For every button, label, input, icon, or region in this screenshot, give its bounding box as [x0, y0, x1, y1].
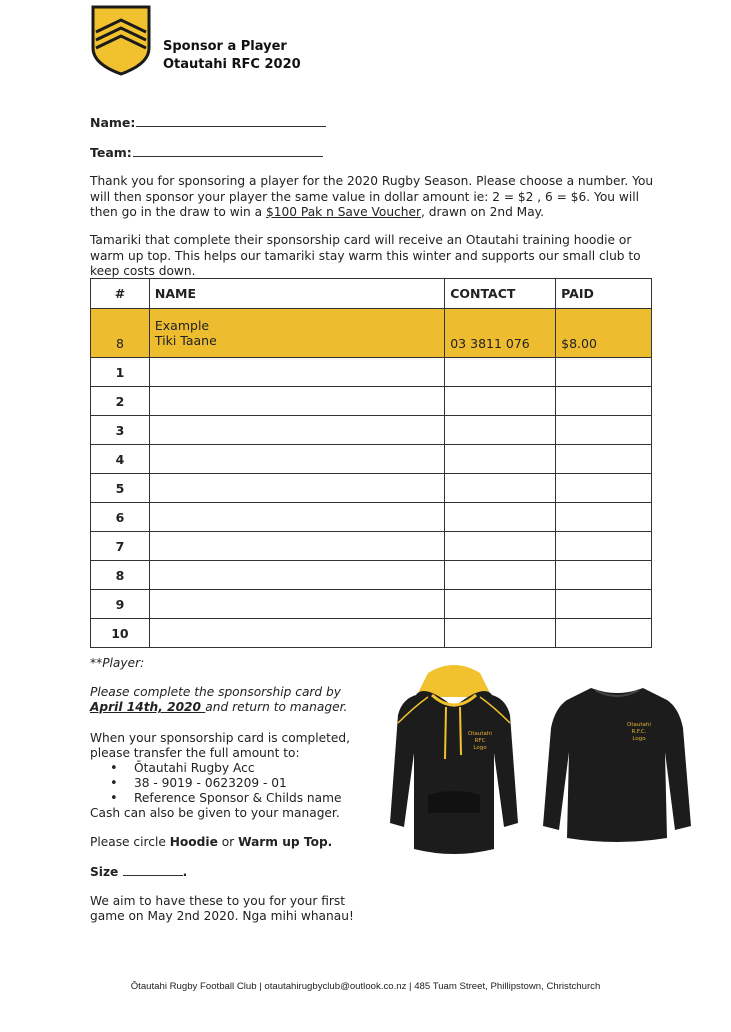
circle-instruction [90, 835, 332, 850]
contact-cell[interactable] [445, 561, 556, 590]
table-header-row [91, 279, 652, 309]
instr-line-1: Please complete the sponsorship card by [90, 685, 341, 699]
row-number: 6 [91, 503, 150, 532]
contact-cell[interactable] [445, 590, 556, 619]
warmup-option[interactable]: Warm up Top. [238, 835, 333, 849]
intro-text-end: , drawn on 2nd May. [421, 205, 545, 219]
paid-cell[interactable] [556, 416, 652, 445]
warmup-top-image [543, 682, 691, 842]
row-number: 5 [91, 474, 150, 503]
player-label: **Player: [90, 656, 145, 670]
due-date: April 14th, 2020 [90, 700, 206, 714]
header-number: # [91, 279, 150, 309]
transfer-line-2: please transfer the full amount to: [90, 746, 300, 760]
contact-cell[interactable] [445, 445, 556, 474]
page-footer: Ōtautahi Rugby Football Club | otautahirugbyclub@outlook.co.nz | 485 Tuam Street, Phillipstown, Christchurch [130, 981, 601, 992]
warmup-logo-line-3: Logo [632, 736, 646, 742]
size-end: . [182, 865, 188, 879]
example-row [91, 309, 652, 358]
delivery-note [90, 894, 354, 924]
intro-paragraph-2: Tamariki that complete their sponsorship card will receive an Otautahi training hoodie or warm up top. This helps our tamariki stay warm this winter and supports our small club to keep costs down. [90, 233, 641, 278]
paid-cell[interactable] [556, 619, 652, 648]
name-cell[interactable] [149, 532, 444, 561]
circle-pre: Please circle [90, 835, 170, 849]
contact-cell[interactable] [445, 387, 556, 416]
list-item: • Ōtautahi Rugby Acc [110, 761, 350, 776]
example-name-line-2: Tiki Taane [154, 333, 217, 348]
title-line-2: Otautahi RFC 2020 [163, 57, 301, 72]
name-cell[interactable] [149, 474, 444, 503]
header-contact: CONTACT [445, 279, 556, 309]
team-blank-line[interactable] [133, 144, 323, 157]
transfer-instructions [90, 731, 350, 821]
row-number: 2 [91, 387, 150, 416]
name-cell[interactable] [149, 358, 444, 387]
paid-cell[interactable] [556, 358, 652, 387]
table-row [91, 387, 652, 416]
hoodie-logo-line-3: Logo [473, 745, 487, 751]
table-row [91, 590, 652, 619]
title-line-1: Sponsor a Player [163, 39, 287, 54]
row-number: 1 [91, 358, 150, 387]
row-number: 8 [91, 561, 150, 590]
table-row [91, 561, 652, 590]
paid-cell[interactable] [556, 532, 652, 561]
example-number: 8 [91, 309, 150, 358]
circle-or: or [217, 835, 239, 849]
name-cell[interactable] [149, 590, 444, 619]
hoodie-logo-line-1: Otautahi [468, 731, 492, 737]
name-cell[interactable] [149, 561, 444, 590]
table-row [91, 445, 652, 474]
hoodie-image [388, 663, 520, 859]
intro-paragraph-1 [90, 174, 662, 221]
transfer-line-1: When your sponsorship card is completed, [90, 731, 351, 745]
table-row [91, 532, 652, 561]
sponsorship-table [90, 278, 652, 648]
warmup-logo-line-1: Otautahi [627, 722, 651, 728]
aim-line-1: We aim to have these to you for your first [90, 894, 346, 908]
name-cell[interactable] [149, 503, 444, 532]
row-number: 3 [91, 416, 150, 445]
paid-cell[interactable] [556, 445, 652, 474]
paid-cell[interactable] [556, 387, 652, 416]
table-row [91, 416, 652, 445]
name-blank-line[interactable] [136, 114, 326, 127]
club-crest-logo [90, 4, 152, 76]
contact-cell[interactable] [445, 619, 556, 648]
paid-cell[interactable] [556, 590, 652, 619]
header-name: NAME [149, 279, 444, 309]
table-row [91, 474, 652, 503]
hoodie-logo-line-2: RFC [474, 738, 486, 744]
contact-cell[interactable] [445, 358, 556, 387]
row-number: 10 [91, 619, 150, 648]
list-item: • 38 - 9019 - 0623209 - 01 [110, 776, 350, 791]
size-field[interactable] [90, 864, 187, 880]
intro-text: Thank you for sponsoring a player for the 2020 Rugby Season. Please choose a number. You will then sponsor your player the same value in dollar amount ie: 2 = $2 , 6 = $6. You will then go in the draw to win a [90, 174, 654, 219]
row-number: 7 [91, 532, 150, 561]
voucher-text: $100 Pak n Save Voucher [266, 205, 421, 219]
warmup-logo-line-2: R.F.C. [631, 729, 647, 735]
contact-cell[interactable] [445, 474, 556, 503]
name-cell[interactable] [149, 416, 444, 445]
header-paid: PAID [556, 279, 652, 309]
aim-line-2: game on May 2nd 2020. Nga mihi whanau! [90, 909, 354, 923]
size-label: Size [90, 865, 123, 879]
document-title [163, 38, 301, 74]
contact-cell[interactable] [445, 503, 556, 532]
list-item: • Reference Sponsor & Childs name [110, 791, 350, 806]
row-number: 9 [91, 590, 150, 619]
row-number: 4 [91, 445, 150, 474]
table-row [91, 619, 652, 648]
contact-cell[interactable] [445, 416, 556, 445]
name-cell[interactable] [149, 619, 444, 648]
name-label: Name: [90, 115, 136, 130]
name-field[interactable] [90, 114, 326, 130]
size-blank-line[interactable] [123, 864, 183, 876]
name-cell[interactable] [149, 387, 444, 416]
instr-end: and return to manager. [205, 700, 348, 714]
name-cell[interactable] [149, 445, 444, 474]
paid-cell[interactable] [556, 561, 652, 590]
table-row [91, 358, 652, 387]
team-field[interactable] [90, 144, 323, 160]
hoodie-option[interactable]: Hoodie [169, 835, 218, 849]
instr-line-2 [90, 700, 347, 715]
completion-instructions [90, 685, 347, 715]
paid-cell[interactable] [556, 474, 652, 503]
paid-cell[interactable] [556, 503, 652, 532]
example-name-line-1: Example [154, 318, 210, 333]
example-contact: 03 3811 076 [445, 309, 556, 358]
example-paid: $8.00 [556, 309, 652, 358]
team-label: Team: [90, 145, 132, 160]
example-name [149, 309, 444, 358]
bank-details-list [90, 761, 350, 806]
contact-cell[interactable] [445, 532, 556, 561]
table-row [91, 503, 652, 532]
cash-note: Cash can also be given to your manager. [90, 806, 340, 820]
